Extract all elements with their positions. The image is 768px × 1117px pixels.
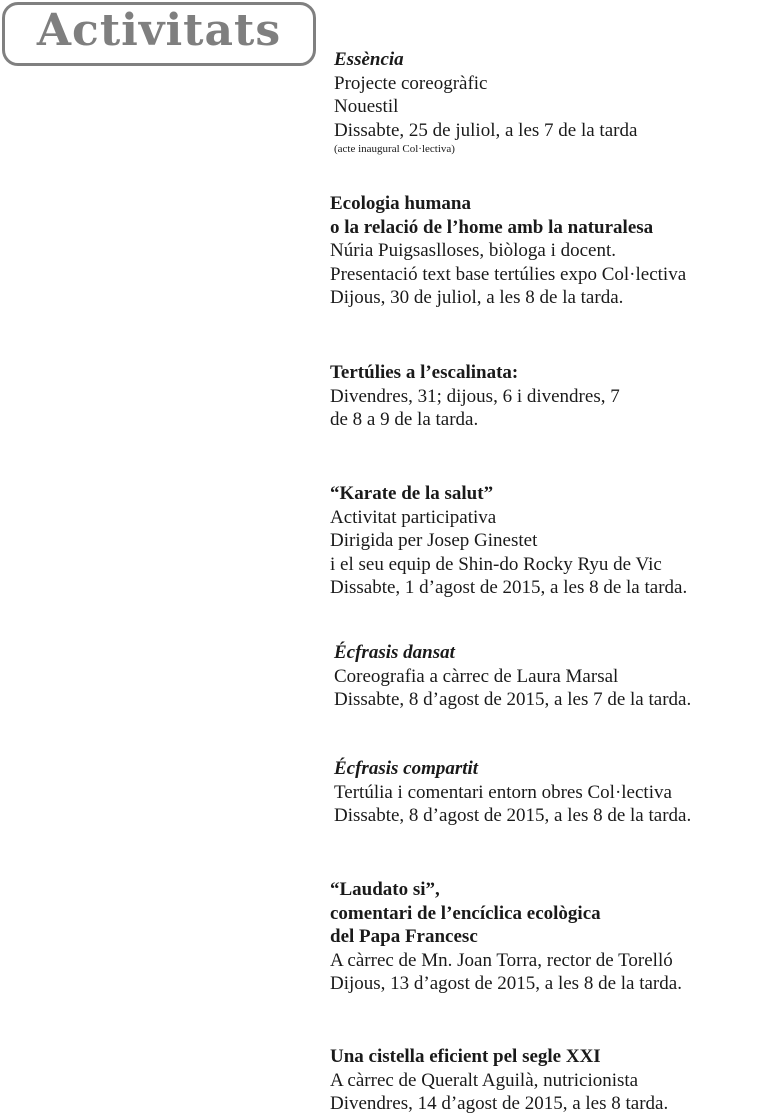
- event-detail: de 8 a 9 de la tarda.: [330, 409, 479, 430]
- event-detail: Activitat participativa: [330, 506, 497, 528]
- event-title: comentari de l’encíclica ecològica: [330, 902, 601, 924]
- event-karate: [330, 482, 687, 600]
- header-box: [2, 2, 316, 66]
- event-note: (acte inaugural Col·lectiva): [334, 143, 455, 155]
- event-title: “Karate de la salut”: [330, 483, 494, 504]
- event-detail: Dissabte, 1 d’agost de 2015, a les 8 de la tarda.: [330, 577, 688, 598]
- event-title: Écfrasis dansat: [334, 642, 455, 663]
- event-ecfrasis-dansat: [334, 641, 691, 712]
- page-title: Activitats: [36, 5, 282, 56]
- event-detail: Dissabte, 8 d’agost de 2015, a les 7 de la tarda.: [334, 689, 692, 710]
- event-title: del Papa Francesc: [330, 926, 478, 947]
- event-detail: Coreografia a càrrec de Laura Marsal: [334, 665, 619, 687]
- event-title: Essència: [334, 49, 404, 70]
- event-ecologia-humana: [330, 192, 686, 310]
- event-tertulies: [330, 361, 620, 432]
- event-title: Écfrasis compartit: [334, 758, 479, 779]
- event-detail: Nouestil: [334, 96, 399, 117]
- event-title: Una cistella eficient pel segle XXI: [330, 1046, 601, 1067]
- event-detail: Núria Puigsaslloses, biòloga i docent.: [330, 240, 617, 261]
- event-detail: Divendres, 31; dijous, 6 i divendres, 7: [330, 385, 620, 407]
- event-detail: Dijous, 30 de juliol, a les 8 de la tarda.: [330, 287, 624, 308]
- event-detail: Presentació text base tertúlies expo Col·lectiva: [330, 263, 687, 285]
- event-cistella-eficient: [330, 1045, 668, 1116]
- event-detail: Tertúlia i comentari entorn obres Col·lectiva: [334, 781, 672, 803]
- event-detail: Dissabte, 8 d’agost de 2015, a les 8 de la tarda.: [334, 805, 692, 826]
- event-detail: Projecte coreogràfic: [334, 72, 488, 94]
- event-title: Ecologia humana: [330, 193, 471, 214]
- event-essencia: [334, 48, 637, 156]
- event-laudato-si: [330, 878, 682, 996]
- event-detail: A càrrec de Mn. Joan Torra, rector de Torelló: [330, 949, 673, 971]
- event-detail: i el seu equip de Shin-do Rocky Ryu de Vic: [330, 553, 662, 575]
- event-detail: Dissabte, 25 de juliol, a les 7 de la tarda: [334, 119, 638, 141]
- event-ecfrasis-compartit: [334, 757, 691, 828]
- event-title: o la relació de l’home amb la naturalesa: [330, 216, 654, 238]
- event-detail: Dirigida per Josep Ginestet: [330, 530, 538, 551]
- event-detail: A càrrec de Queralt Aguilà, nutricionista: [330, 1069, 639, 1091]
- event-detail: Dijous, 13 d’agost de 2015, a les 8 de la tarda.: [330, 973, 682, 994]
- event-title: Tertúlies a l’escalinata:: [330, 362, 519, 383]
- event-detail: Divendres, 14 d’agost de 2015, a les 8 tarda.: [330, 1093, 669, 1114]
- event-title: “Laudato si”,: [330, 879, 440, 900]
